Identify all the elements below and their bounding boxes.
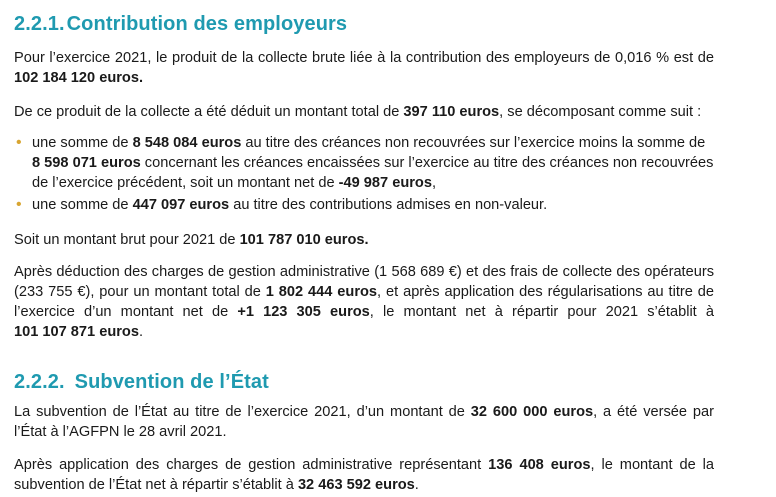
section-number: 2.2.1. xyxy=(14,13,65,35)
section-title: Contribution des employeurs xyxy=(66,13,348,35)
amount-creances-encaissees: 8 598 071 euros xyxy=(32,155,141,171)
list-item: • une somme de 447 097 euros au titre des contributions admises en non-valeur. xyxy=(16,196,548,213)
amount-non-valeur: 447 097 euros xyxy=(132,197,230,213)
amount-net-creances: -49 987 euros xyxy=(338,175,432,191)
amount-montant-brut: 101 787 010 euros. xyxy=(239,232,369,248)
paragraph-collecte-brute: Pour l’exercice 2021, le produit de la collecte brute liée à la contribution des employeurs de 0,016 % est de 102 184 120 euros. xyxy=(14,50,714,86)
section-heading-subvention xyxy=(14,369,269,395)
amount-creances-non-recouvrees: 8 548 084 euros xyxy=(132,135,242,151)
paragraph-montant-deduit: De ce produit de la collecte a été déduit un montant total de 397 110 euros, se décomposant comme suit : xyxy=(14,104,702,120)
amount-total-charges: 1 802 444 euros xyxy=(265,284,378,300)
amount-subvention: 32 600 000 euros xyxy=(470,404,594,420)
paragraph-montant-brut: Soit un montant brut pour 2021 de 101 787 010 euros. xyxy=(14,232,369,248)
paragraph-subvention-nette: Après application des charges de gestion administrative représentant 136 408 euros, le montant de la subvention de l’État net à répartir s’établit à 32 463 592 euros. xyxy=(14,457,714,493)
bullet-icon: • xyxy=(16,196,22,213)
amount-collecte-brute: 102 184 120 euros. xyxy=(14,70,144,86)
bullet-icon: • xyxy=(16,134,22,151)
list-item: • une somme de 8 548 084 euros au titre des créances non recouvrées sur l’exercice moins la somme de 8 598 071 euros concernant les créances encaissées sur l’exercice au titre des créances non recouvrées de l’exercice précédent, soit un montant net de -49 987 euros, xyxy=(16,134,714,191)
paragraph-montant-net: Après déduction des charges de gestion administrative (1 568 689 €) et des frais de collecte des opérateurs (233 755 €), pour un montant total de 1 802 444 euros, et après application des régularisations au titre de l’exercice d’un montant net de +1 123 305 euros, le montant net à répartir pour 2021 s’établit à 101 107 871 euros. xyxy=(14,264,714,340)
amount-regularisations: +1 123 305 euros xyxy=(237,304,370,320)
amount-charges-gestion: 136 408 euros xyxy=(488,457,591,473)
section-number: 2.2.2. xyxy=(14,371,65,393)
amount-net-a-repartir: 101 107 871 euros xyxy=(14,324,139,340)
paragraph-subvention-versee: La subvention de l’État au titre de l’exercice 2021, d’un montant de 32 600 000 euros, a été versée par l’État à l’AGFPN le 28 avril 2021. xyxy=(14,404,714,440)
deduction-list xyxy=(14,133,714,215)
section-title: Subvention de l’État xyxy=(74,371,269,393)
section-heading-contribution xyxy=(14,11,347,37)
amount-deduit: 397 110 euros xyxy=(403,104,500,120)
amount-subvention-nette: 32 463 592 euros xyxy=(297,477,415,493)
